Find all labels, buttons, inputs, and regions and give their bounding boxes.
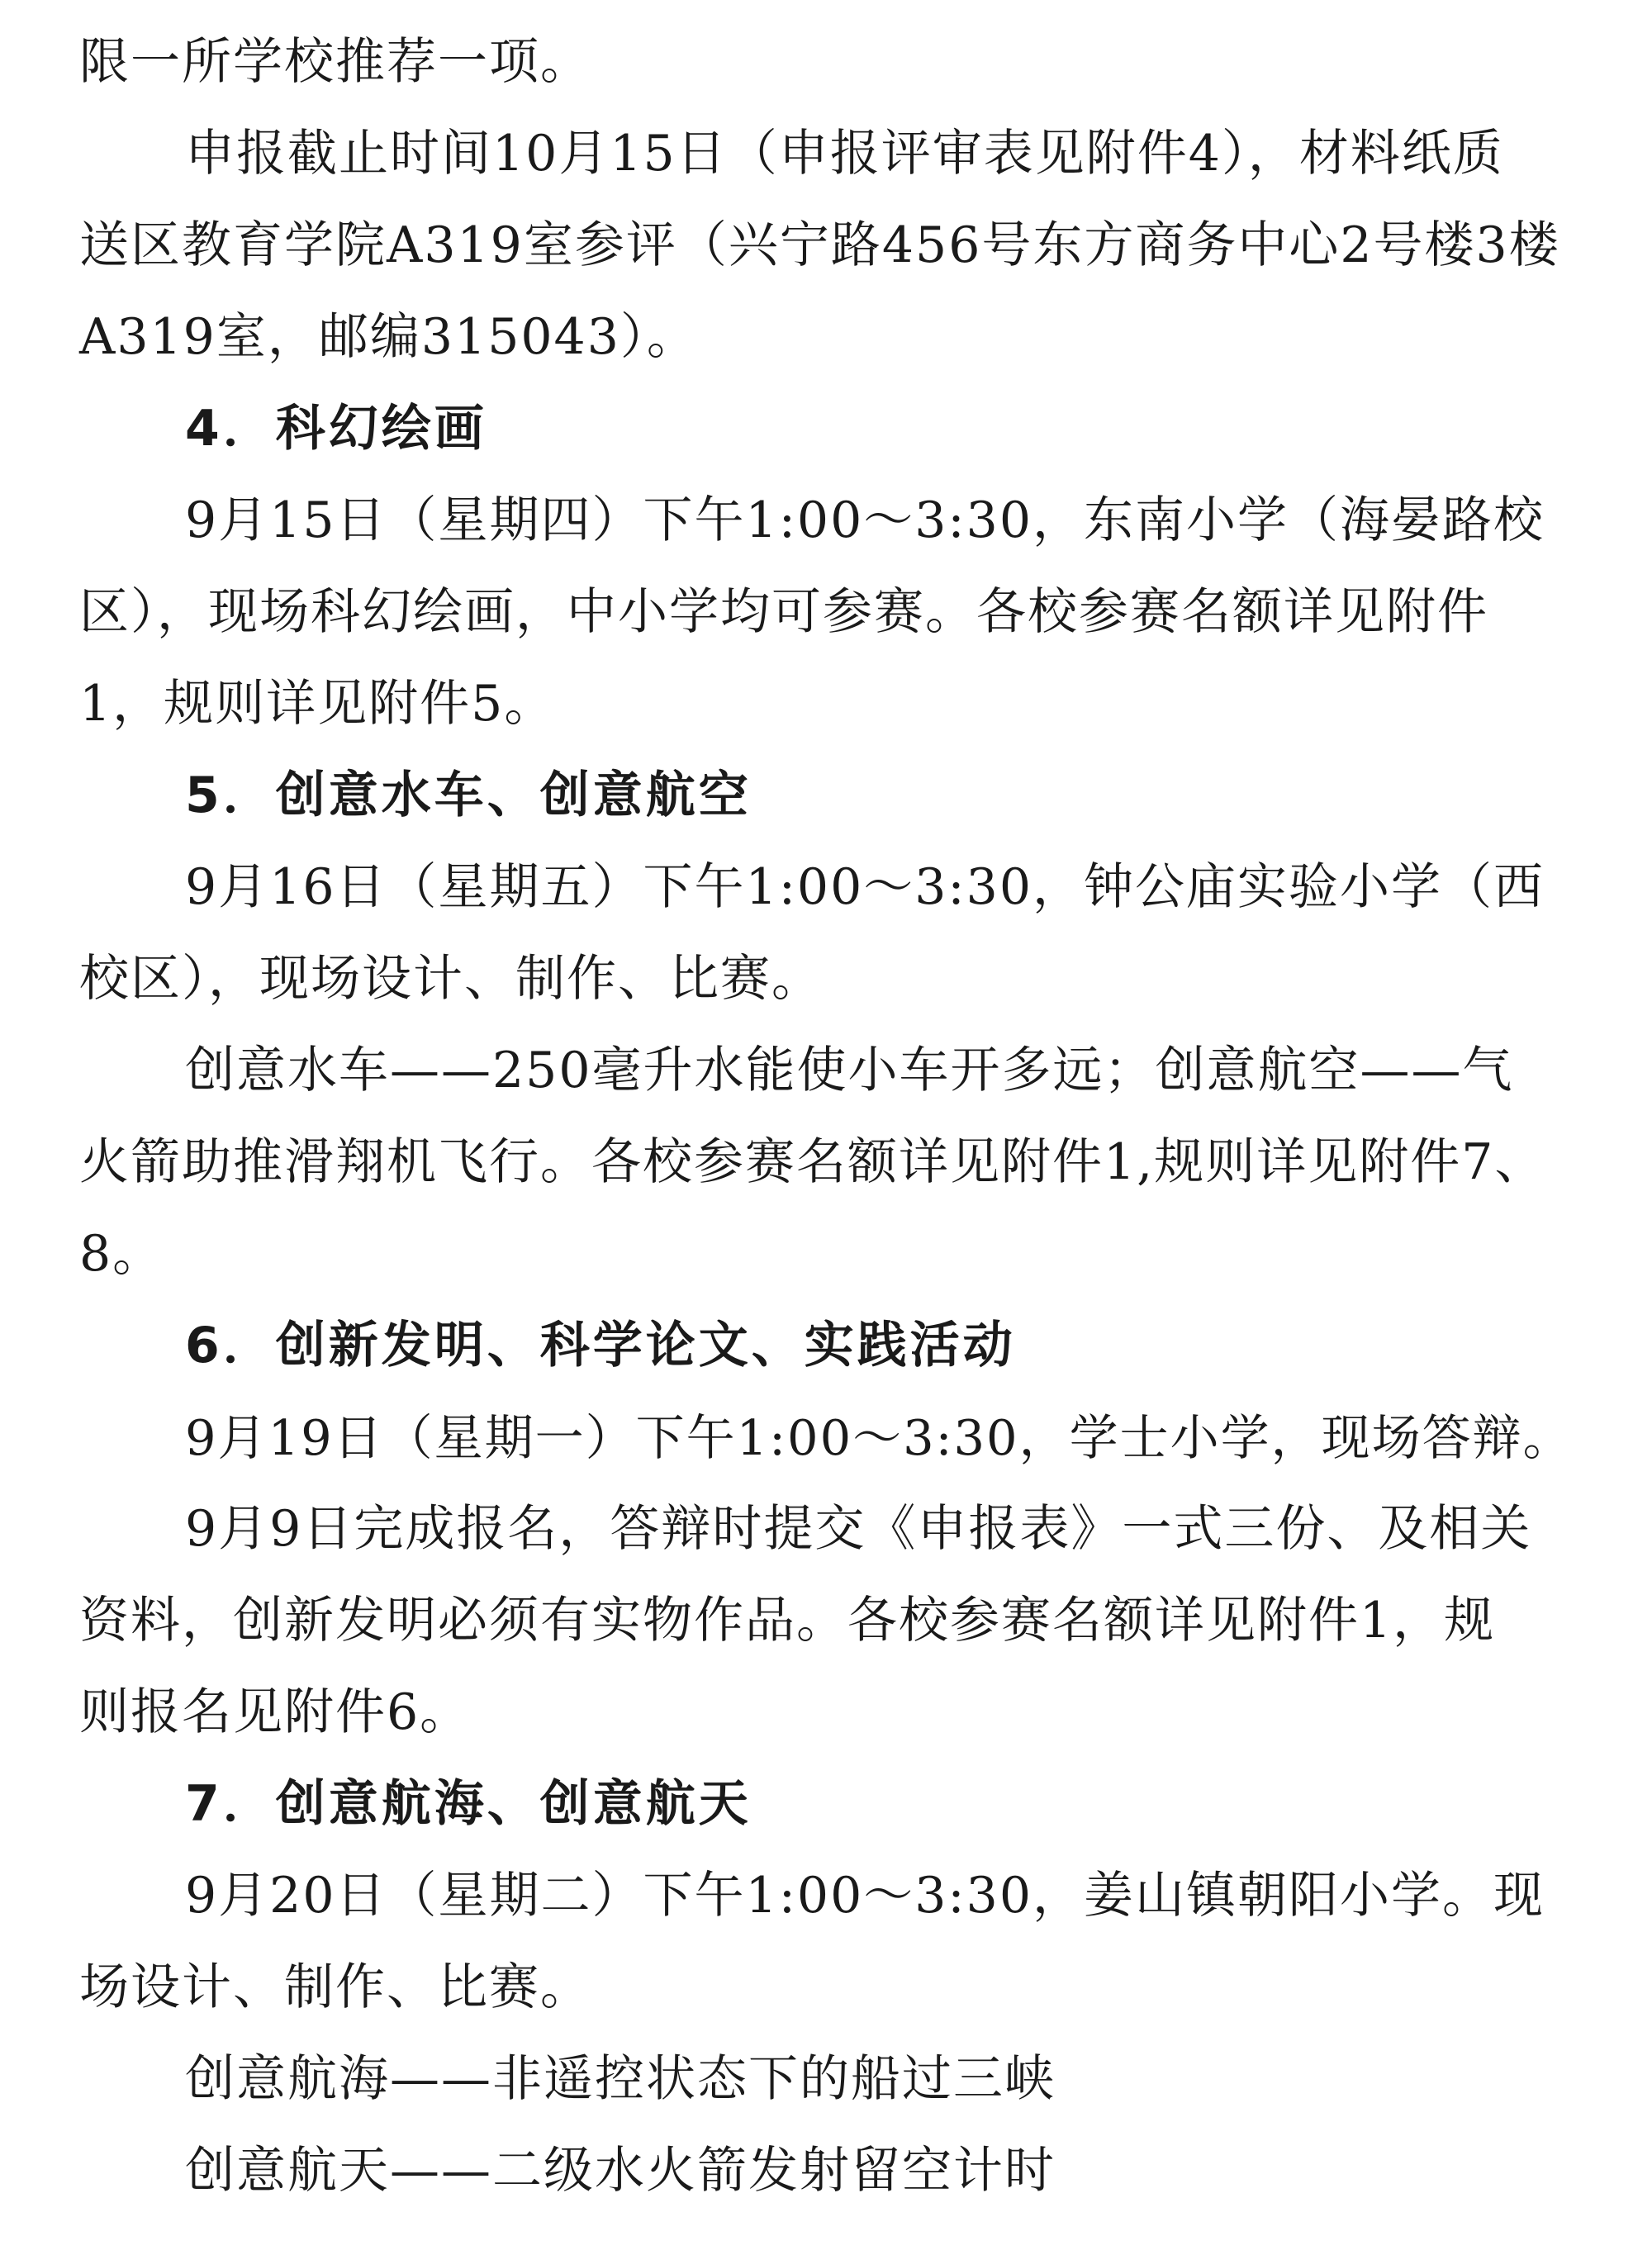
paragraph-line: 创意航海——非遥控状态下的船过三峡 <box>185 2050 1056 2108</box>
paragraph-line: 送区教育学院A319室参评（兴宁路456号东方商务中心2号楼3楼 <box>79 216 1560 274</box>
paragraph-line: 创意水车——250毫升水能使小车开多远；创意航空——气 <box>185 1042 1514 1099</box>
paragraph-line: 限一所学校推荐一项。 <box>79 33 591 91</box>
paragraph-line: 8。 <box>79 1225 164 1283</box>
paragraph-line: 火箭助推滑翔机飞行。各校参赛名额详见附件1,规则详见附件7、 <box>79 1133 1546 1191</box>
paragraph-line: 9月20日（星期二）下午1:00～3:30，姜山镇朝阳小学。现 <box>185 1867 1545 1925</box>
section-heading: 6．创新发明、科学论文、实践活动 <box>185 1317 1016 1374</box>
paragraph-line: 则报名见附件6。 <box>79 1683 472 1741</box>
paragraph-line: 9月15日（星期四）下午1:00～3:30，东南小学（海晏路校 <box>185 491 1545 549</box>
paragraph-line: 9月9日完成报名，答辩时提交《申报表》一式三份、及相关 <box>185 1500 1532 1558</box>
paragraph-line: 校区），现场设计、制作、比赛。 <box>79 950 823 1008</box>
section-heading: 7．创意航海、创意航天 <box>185 1775 752 1833</box>
paragraph-line: 创意航天——二级水火箭发射留空计时 <box>185 2142 1056 2200</box>
paragraph-line: A319室，邮编315043）。 <box>79 308 698 366</box>
document-page <box>79 17 1591 2217</box>
paragraph-line: 1，规则详见附件5。 <box>79 675 556 733</box>
section-heading: 5．创意水车、创意航空 <box>185 767 752 824</box>
paragraph-line: 9月19日（星期一）下午1:00～3:30，学士小学，现场答辩。 <box>185 1409 1574 1466</box>
section-heading: 4．科幻绘画 <box>185 400 487 458</box>
paragraph-line: 场设计、制作、比赛。 <box>79 1958 591 2016</box>
paragraph-line: 9月16日（星期五）下午1:00～3:30，钟公庙实验小学（西 <box>185 858 1545 916</box>
paragraph-line: 申报截止时间10月15日（申报评审表见附件4），材料纸质 <box>185 125 1504 183</box>
paragraph-line: 资料，创新发明必须有实物作品。各校参赛名额详见附件1，规 <box>79 1592 1496 1650</box>
paragraph-line: 区），现场科幻绘画，中小学均可参赛。各校参赛名额详见附件 <box>79 583 1488 641</box>
